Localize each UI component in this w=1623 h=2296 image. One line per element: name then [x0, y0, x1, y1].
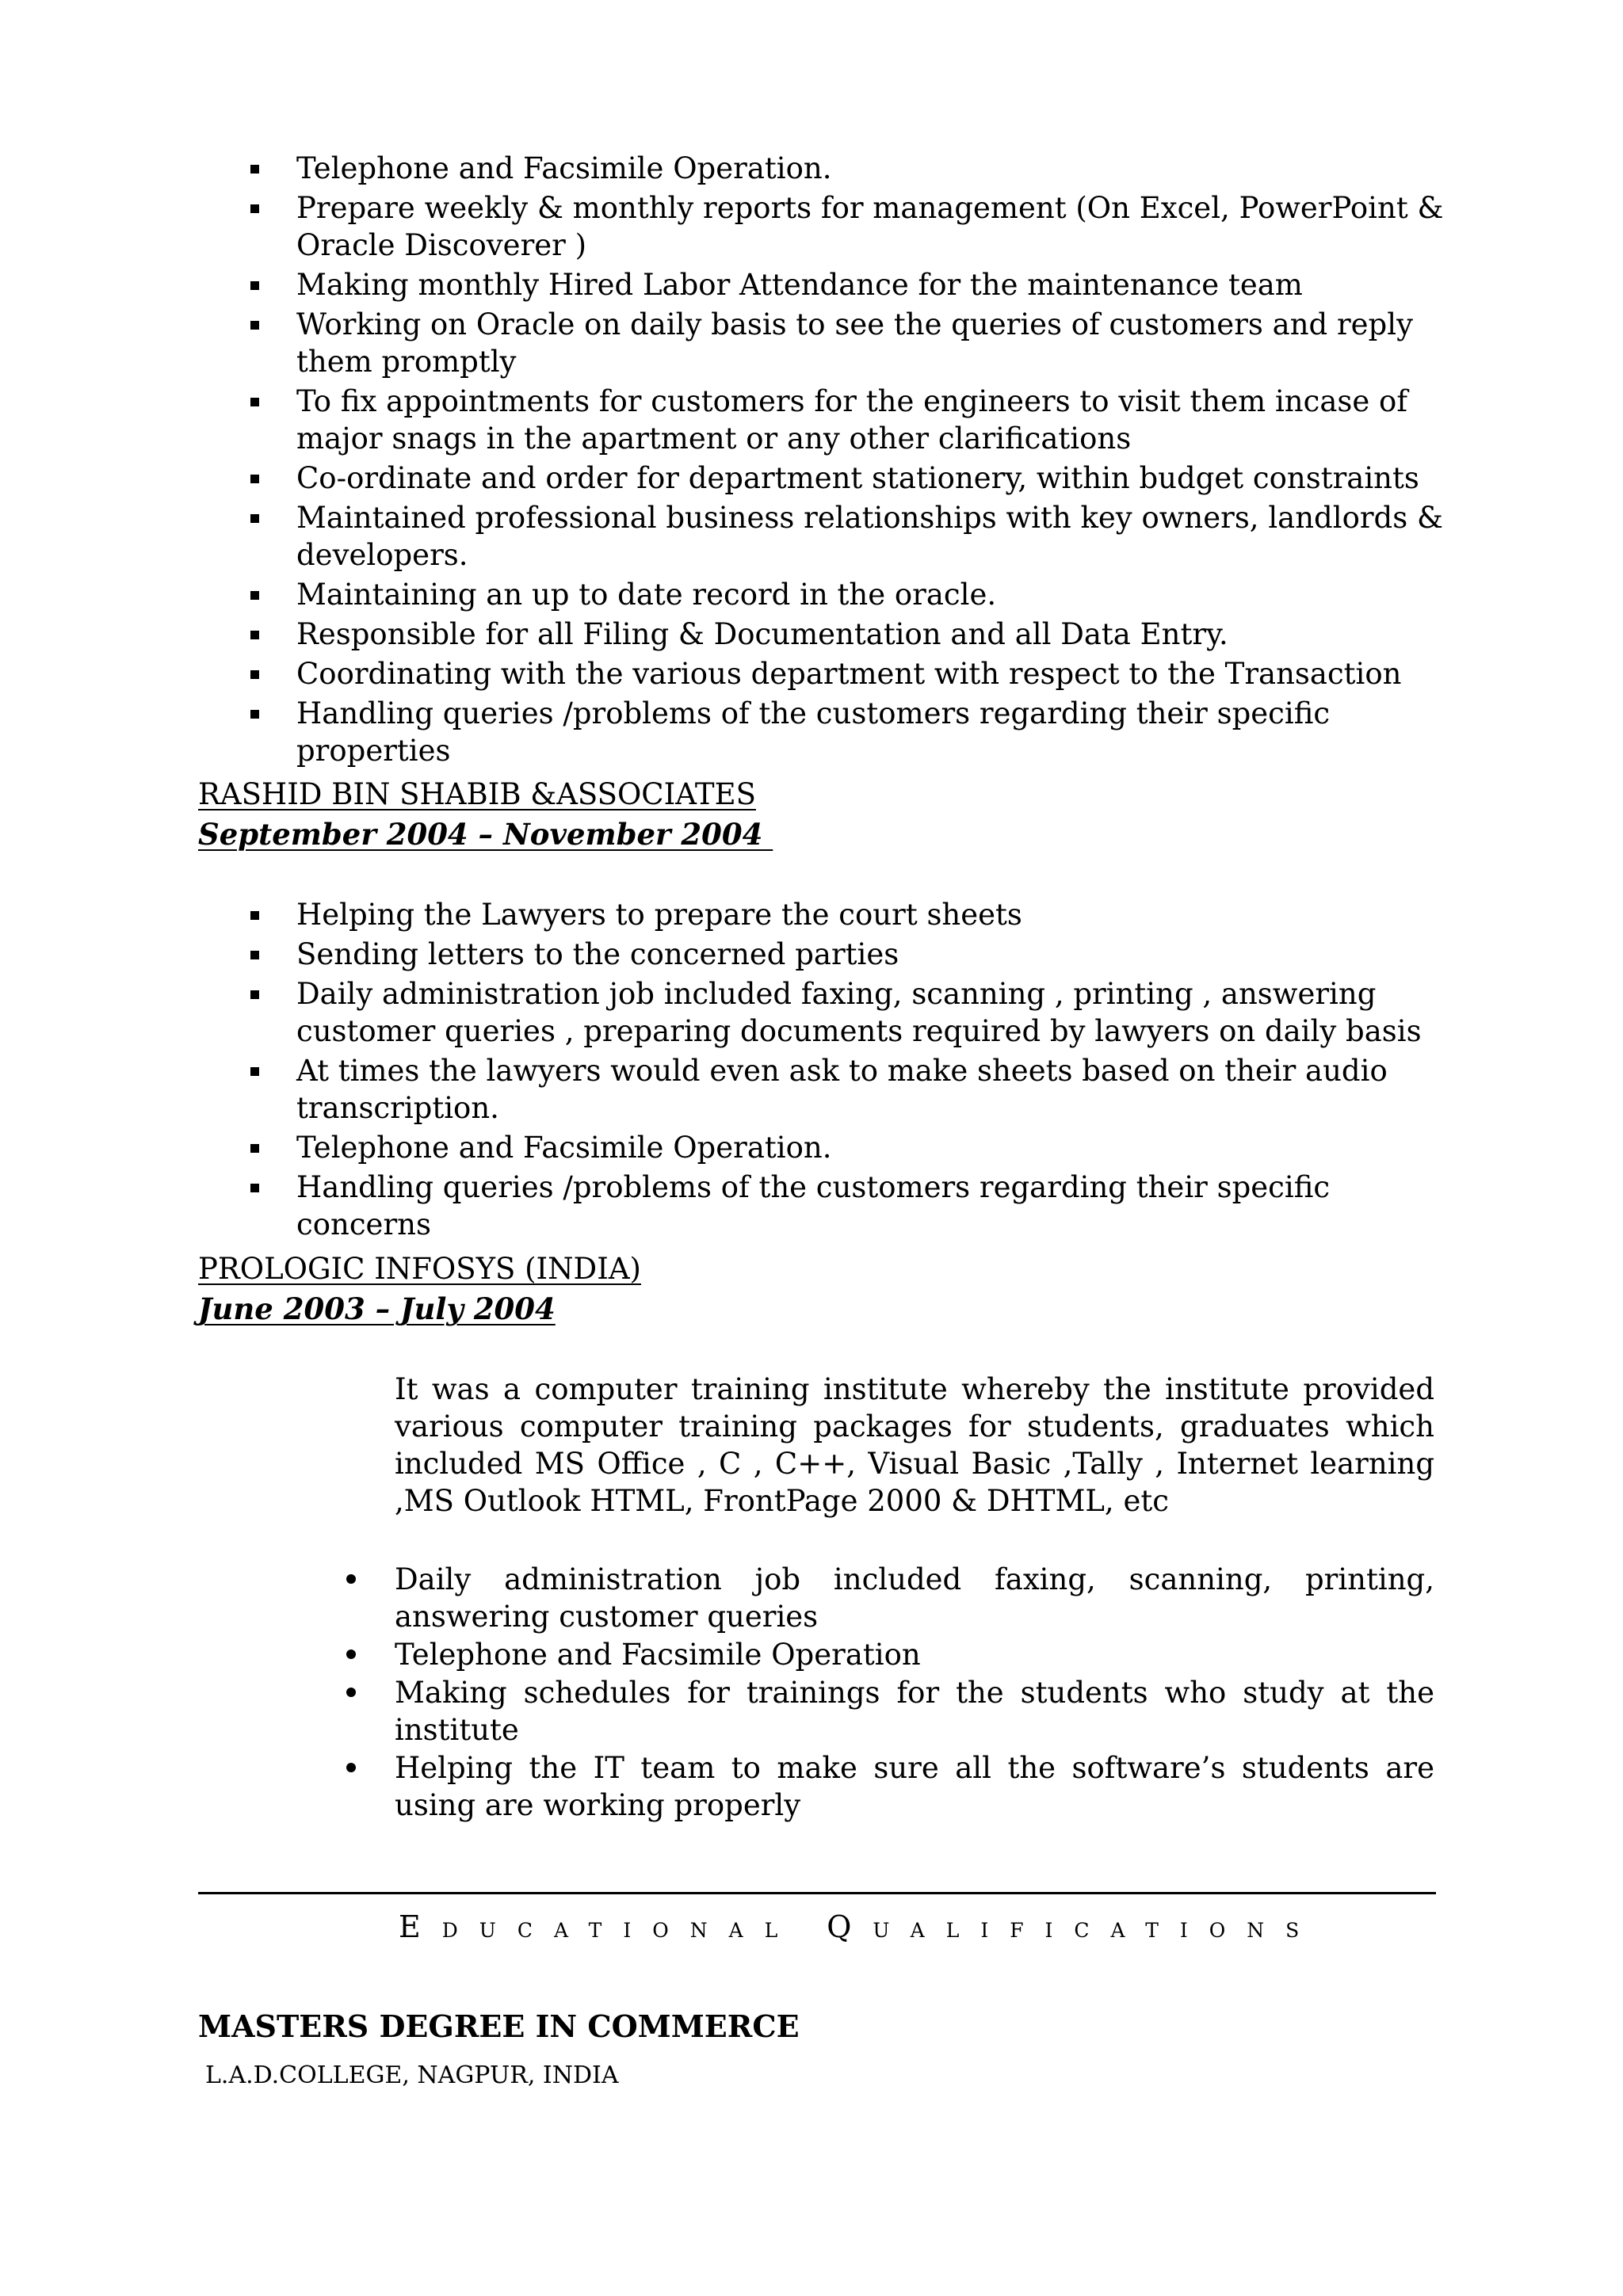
list-item: Helping the Lawyers to prepare the court sheets [296, 896, 1445, 933]
list-item: Handling queries /problems of the customers regarding their specific properties [296, 695, 1445, 769]
job3-bullet-list [395, 1561, 1434, 1825]
heading-text: UALIFICATIONS [873, 1919, 1321, 1942]
degree-title: MASTERS DEGREE IN COMMERCE [198, 2008, 800, 2044]
employment-dates: September 2004 – November 2004 [198, 817, 773, 852]
list-item: Prepare weekly & monthly reports for management (On Excel, PowerPoint & Oracle Discoverer ) [296, 189, 1445, 264]
employment-dates: June 2003 – July 2004 [198, 1291, 556, 1326]
company-description: It was a computer training institute whereby the institute provided various computer training packages for students, graduates which included MS Office , C , C++, Visual Basic ,Tally , Internet learning ,MS Outlook HTML, FrontPage 2000 & DHTML, etc [395, 1372, 1434, 1518]
list-item: To fix appointments for customers for the engineers to visit them incase of major snags in the apartment or any other clarifications [296, 383, 1445, 457]
list-item: Handling queries /problems of the customers regarding their specific concerns [296, 1169, 1445, 1243]
job1-bullet-list [296, 150, 1445, 772]
list-item: Responsible for all Filing & Documentation and all Data Entry. [296, 616, 1445, 653]
section-divider [198, 1892, 1436, 1894]
list-item: Maintaining an up to date record in the oracle. [296, 576, 1445, 613]
job2-bullet-list [296, 896, 1445, 1245]
list-item: Working on Oracle on daily basis to see the queries of customers and reply them promptly [296, 306, 1445, 380]
list-item: Daily administration job included faxing, scanning , printing , answering customer queries , preparing documents required by lawyers on daily basis [296, 975, 1445, 1050]
company-name: PROLOGIC INFOSYS (INDIA) [198, 1252, 641, 1286]
list-item: Coordinating with the various department with respect to the Transaction [296, 655, 1445, 692]
company-name: RASHID BIN SHABIB &ASSOCIATES [198, 777, 756, 811]
list-item: Co-ordinate and order for department stationery, within budget constraints [296, 460, 1445, 497]
list-item: Telephone and Facsimile Operation. [296, 150, 1445, 187]
list-item: Sending letters to the concerned parties [296, 936, 1445, 973]
college-name: L.A.D.COLLEGE, NAGPUR, INDIA [205, 2061, 619, 2089]
list-item: Telephone and Facsimile Operation. [296, 1129, 1445, 1166]
heading-initial: Q [827, 1909, 873, 1944]
list-item: At times the lawyers would even ask to make sheets based on their audio transcription. [296, 1052, 1445, 1127]
section-heading [399, 1911, 1320, 1947]
list-item: Daily administration job included faxing, scanning, printing, answering customer queries [395, 1562, 1434, 1634]
list-item: Making monthly Hired Labor Attendance for the maintenance team [296, 266, 1445, 303]
list-item: Maintained professional business relationships with key owners, landlords & developers. [296, 499, 1445, 574]
list-item: Making schedules for trainings for the students who study at the institute [395, 1676, 1434, 1747]
heading-initial: E [399, 1909, 442, 1944]
heading-text: DUCATIONAL [441, 1919, 800, 1942]
list-item: Helping the IT team to make sure all the software’s students are using are working properly [395, 1751, 1434, 1822]
list-item: Telephone and Facsimile Operation [395, 1636, 1434, 1673]
